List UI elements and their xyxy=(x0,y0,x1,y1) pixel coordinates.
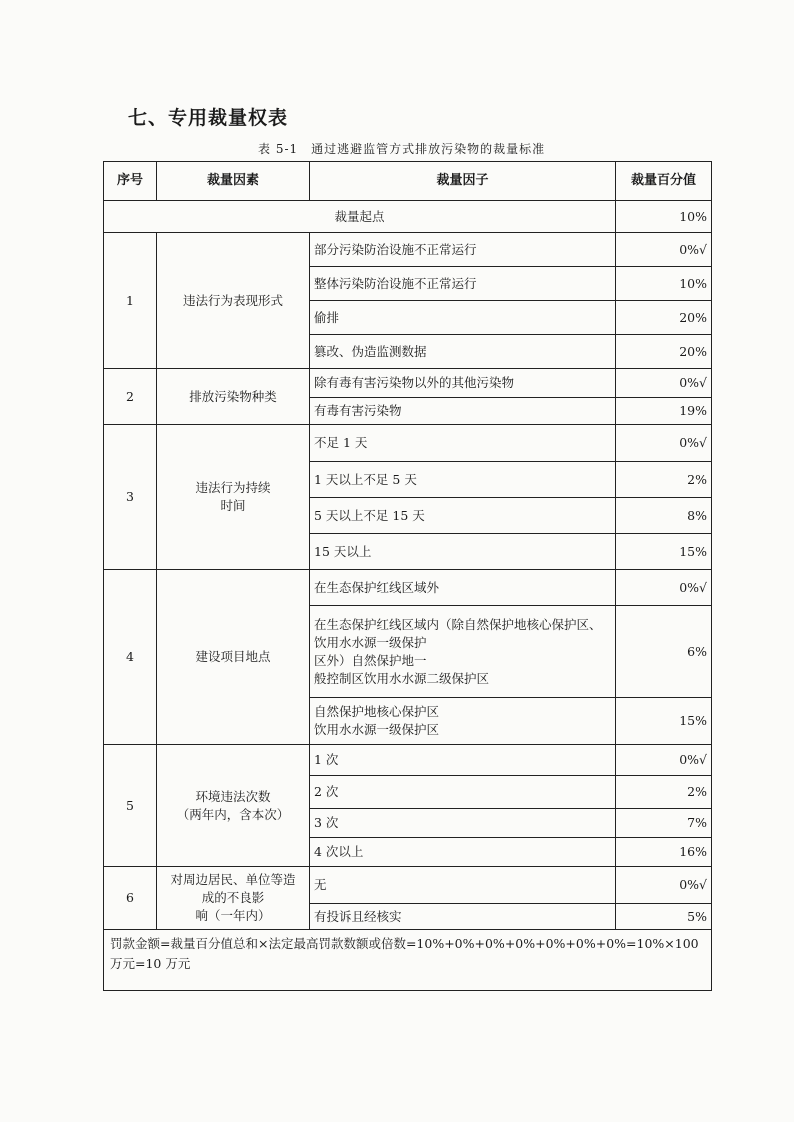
factor-item: 2 次 xyxy=(310,776,616,809)
table-row xyxy=(104,233,712,267)
group-number: 3 xyxy=(104,425,157,570)
group-number: 1 xyxy=(104,233,157,369)
start-row xyxy=(104,201,712,233)
start-label: 裁量起点 xyxy=(104,201,616,233)
factor-pct: 20% xyxy=(616,301,712,335)
factor-item: 篡改、伪造监测数据 xyxy=(310,335,616,369)
factor-item: 在生态保护红线区域外 xyxy=(310,570,616,606)
table-row xyxy=(104,745,712,776)
factor-pct: 19% xyxy=(616,398,712,425)
discretion-table xyxy=(103,161,712,991)
factor-item: 4 次以上 xyxy=(310,838,616,867)
factor-pct: 5% xyxy=(616,904,712,930)
factor-item: 不足 1 天 xyxy=(310,425,616,462)
factor-item: 整体污染防治设施不正常运行 xyxy=(310,267,616,301)
group-factor: 违法行为持续 时间 xyxy=(157,425,310,570)
factor-item: 在生态保护红线区域内（除自然保护地核心保护区、 饮用水水源一级保护 区外）自然保护地一 般控制区饮用水水源二级保护区 xyxy=(310,606,616,698)
factor-pct: 16% xyxy=(616,838,712,867)
factor-pct: 0%√ xyxy=(616,570,712,606)
factor-pct: 2% xyxy=(616,776,712,809)
factor-item: 1 次 xyxy=(310,745,616,776)
factor-pct: 7% xyxy=(616,809,712,838)
factor-pct: 0%√ xyxy=(616,425,712,462)
table-row xyxy=(104,425,712,462)
group-number: 4 xyxy=(104,570,157,745)
factor-pct: 6% xyxy=(616,606,712,698)
table-row xyxy=(104,570,712,606)
factor-item: 偷排 xyxy=(310,301,616,335)
factor-item: 15 天以上 xyxy=(310,534,616,570)
formula-text: 罚款金额=裁量百分值总和×法定最高罚款数额或倍数=10%+0%+0%+0%+0%+0%+0%=10%×100 万元=10 万元 xyxy=(104,930,712,991)
factor-pct: 8% xyxy=(616,498,712,534)
factor-pct: 2% xyxy=(616,462,712,498)
table-header-row xyxy=(104,162,712,201)
factor-pct: 15% xyxy=(616,698,712,745)
factor-pct: 0%√ xyxy=(616,745,712,776)
factor-item: 无 xyxy=(310,867,616,904)
group-number: 5 xyxy=(104,745,157,867)
header-no: 序号 xyxy=(104,162,157,201)
factor-pct: 0%√ xyxy=(616,233,712,267)
factor-item: 自然保护地核心保护区 饮用水水源一级保护区 xyxy=(310,698,616,745)
group-factor: 排放污染物种类 xyxy=(157,369,310,425)
factor-item: 部分污染防治设施不正常运行 xyxy=(310,233,616,267)
table-row xyxy=(104,369,712,398)
group-number: 2 xyxy=(104,369,157,425)
group-factor: 环境违法次数 （两年内，含本次） xyxy=(157,745,310,867)
group-factor: 建设项目地点 xyxy=(157,570,310,745)
header-factor: 裁量因素 xyxy=(157,162,310,201)
factor-item: 有毒有害污染物 xyxy=(310,398,616,425)
header-item: 裁量因子 xyxy=(310,162,616,201)
factor-item: 3 次 xyxy=(310,809,616,838)
table-body xyxy=(104,201,712,930)
group-factor: 对周边居民、单位等造 成的不良影 响（一年内） xyxy=(157,867,310,930)
header-pct: 裁量百分值 xyxy=(616,162,712,201)
factor-pct: 15% xyxy=(616,534,712,570)
table-caption: 表 5-1 通过逃避监管方式排放污染物的裁量标准 xyxy=(258,142,546,156)
factor-item: 5 天以上不足 15 天 xyxy=(310,498,616,534)
page-title: 七、专用裁量权表 xyxy=(128,107,289,129)
factor-pct: 0%√ xyxy=(616,369,712,398)
table-row xyxy=(104,867,712,904)
factor-pct: 0%√ xyxy=(616,867,712,904)
group-number: 6 xyxy=(104,867,157,930)
factor-item: 1 天以上不足 5 天 xyxy=(310,462,616,498)
formula-row xyxy=(104,930,712,991)
factor-item: 有投诉且经核实 xyxy=(310,904,616,930)
group-factor: 违法行为表现形式 xyxy=(157,233,310,369)
factor-item: 除有毒有害污染物以外的其他污染物 xyxy=(310,369,616,398)
factor-pct: 10% xyxy=(616,267,712,301)
start-pct: 10% xyxy=(616,201,712,233)
factor-pct: 20% xyxy=(616,335,712,369)
